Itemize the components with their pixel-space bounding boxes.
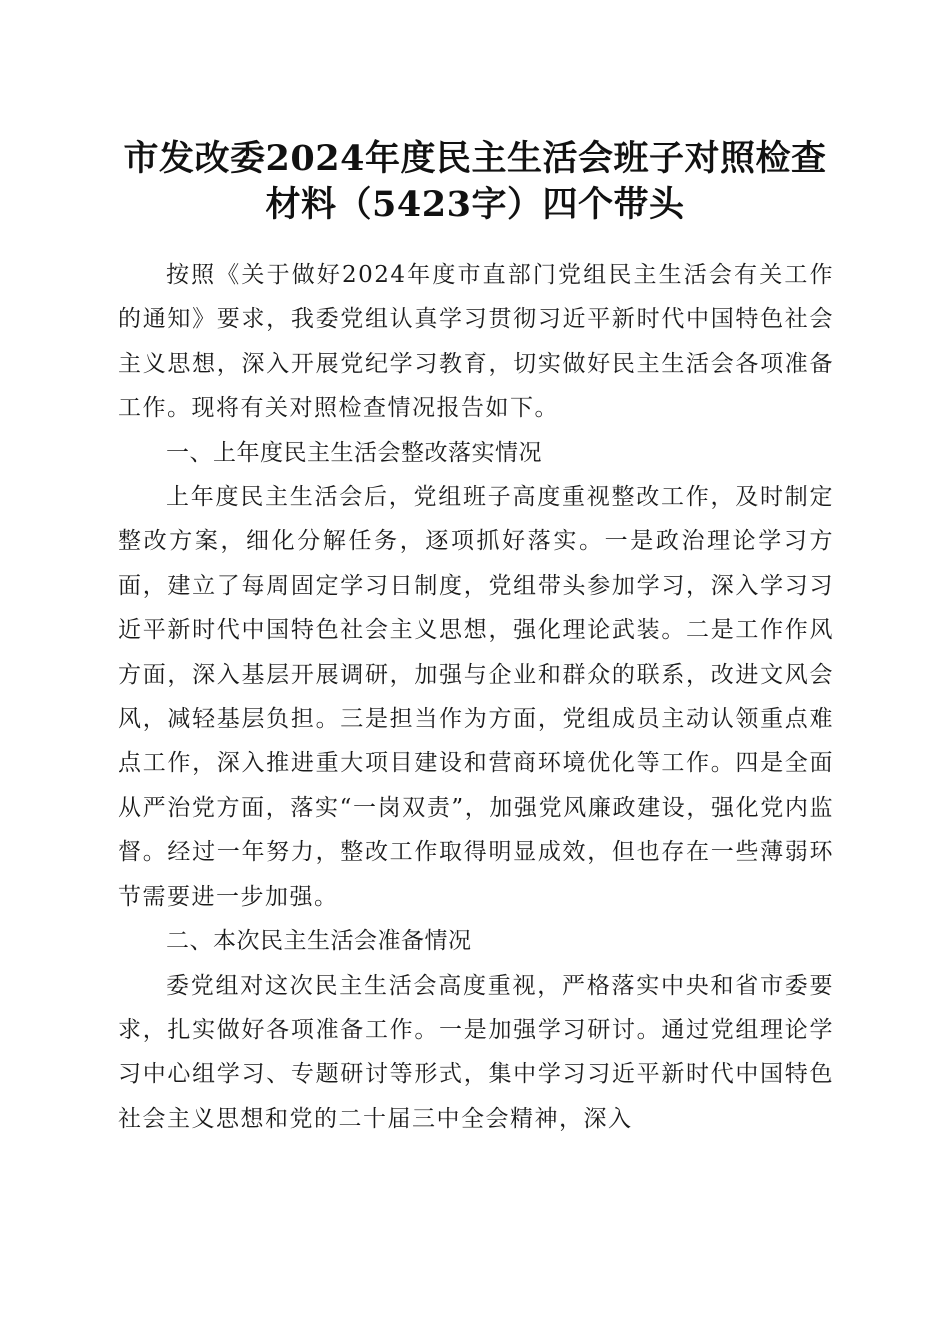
title-line-2: 材料（5423字）四个带头 (265, 184, 685, 225)
section-2-paragraph: 委党组对这次民主生活会高度重视，严格落实中央和省市委要求，扎实做好各项准备工作。一是加强学习研讨。通过党组理论学习中心组学习、专题研讨等形式，集中学习习近平新时代中国特色社会主义思想和党的二十届三中全会精神，深入 (118, 972, 834, 1132)
title-line-1: 市发改委2024年度民主生活会班子对照检查 (123, 138, 827, 179)
section-1-paragraph: 上年度民主生活会后，党组班子高度重视整改工作，及时制定整改方案，细化分解任务，逐项抓好落实。一是政治理论学习方面，建立了每周固定学习日制度，党组带头参加学习，深入学习习近平新时代中国特色社会主义思想，强化理论武装。二是工作作风方面，深入基层开展调研，加强与企业和群众的联系，改进文风会风，减轻基层负担。三是担当作为方面，党组成员主动认领重点难点工作，深入推进重大项目建设和营商环境优化等工作。四是全面从严治党方面，落实“一岗双责”，加强党风廉政建设，强化党内监督。经过一年努力，整改工作取得明显成效，但也存在一些薄弱环节需要进一步加强。 (118, 484, 834, 910)
document-body (118, 253, 834, 1141)
intro-paragraph: 按照《关于做好2024年度市直部门党组民主生活会有关工作的通知》要求，我委党组认真学习贯彻习近平新时代中国特色社会主义思想，深入开展党纪学习教育，切实做好民主生活会各项准备工作。现将有关对照检查情况报告如下。 (118, 262, 834, 422)
section-1-heading: 一、上年度民主生活会整改落实情况 (166, 439, 542, 466)
document-title (100, 136, 850, 228)
section-2-heading: 二、本次民主生活会准备情况 (166, 928, 472, 955)
